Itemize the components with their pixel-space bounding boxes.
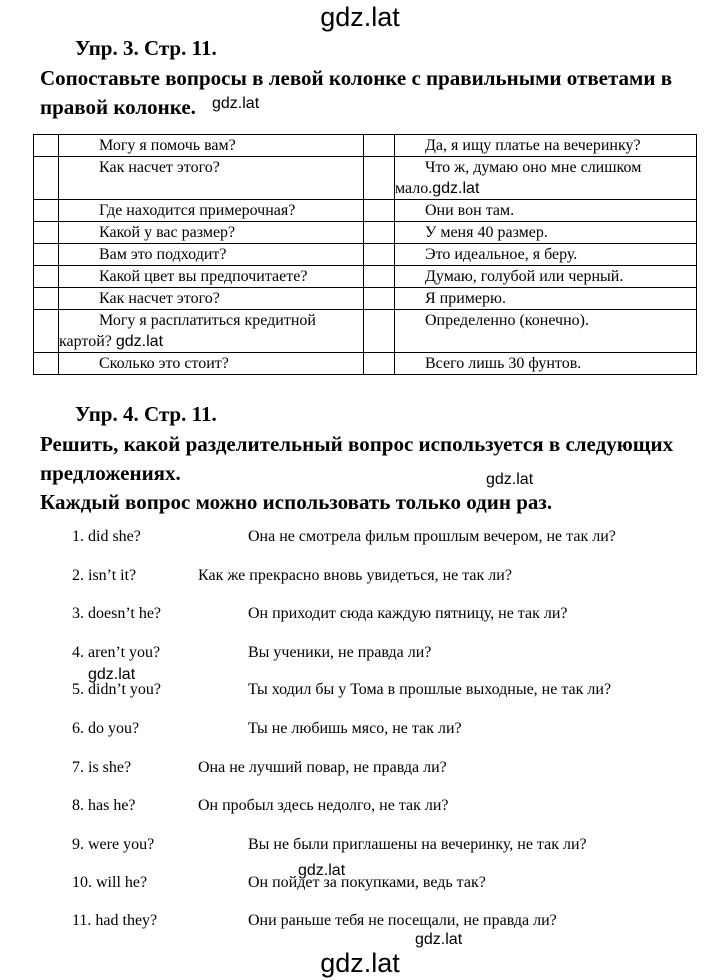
answer-cell: Да, я ищу платье на вечеринку?: [395, 135, 697, 157]
table-row: [34, 266, 697, 288]
sentence-translation: Он приходит сюда каждую пятницу, не так ли?: [248, 605, 568, 622]
answer-cell: Определенно (конечно).: [395, 310, 697, 353]
answer-cell: Всего лишь 30 фунтов.: [395, 353, 697, 375]
sentence-translation: Он пробыл здесь недолго, не так ли?: [198, 797, 449, 814]
matching-table: [33, 134, 697, 375]
tag-question: 7. is she?: [72, 759, 132, 776]
sentence-translation: Ты не любишь мясо, не так ли?: [248, 720, 462, 737]
sentence-translation: Ты ходил бы у Тома в прошлые выходные, не так ли?: [248, 681, 612, 698]
sentence-translation: Как же прекрасно вновь увидеться, не так ли?: [198, 567, 512, 584]
table-row: [34, 310, 697, 353]
question-cell: Как насчет этого?: [59, 288, 364, 310]
table-row: [34, 244, 697, 266]
instruction-line: Решить, какой разделительный вопрос используется в следующих: [40, 432, 674, 456]
answer-cell: Они вон там.: [395, 200, 697, 222]
instruction-line: правой колонке.: [40, 95, 196, 119]
watermark: gdz.lat: [88, 666, 136, 683]
watermark: gdz.lat: [212, 95, 260, 112]
table-row: [34, 353, 697, 375]
tag-question: 10. will he?: [72, 874, 148, 891]
exercise-4-heading: Упр. 4. Стр. 11.: [75, 402, 217, 426]
watermark-top: gdz.lat: [320, 2, 400, 32]
tag-question: 11. had they?: [72, 912, 158, 929]
sentence-translation: Он пойдет за покупками, ведь так?: [248, 874, 486, 891]
table-row: [34, 288, 697, 310]
tag-question: 5. didn’t you?: [72, 681, 162, 698]
watermark-bottom: gdz.lat: [320, 948, 400, 978]
tag-question: 9. were you?: [72, 836, 155, 853]
tag-question: 6. do you?: [72, 720, 140, 737]
tag-question: 4. aren’t you?: [72, 644, 161, 661]
sentence-translation: Вы не были приглашены на вечеринку, не так ли?: [248, 836, 587, 853]
tag-question: 1. did she?: [72, 528, 141, 545]
sentence-translation: Они раньше тебя не посещали, не правда ли?: [248, 912, 557, 929]
question-cell: Где находится примерочная?: [59, 200, 364, 222]
answer-cell: [395, 157, 697, 200]
answer-cell: Думаю, голубой или черный.: [395, 266, 697, 288]
question-cell: Сколько это стоит?: [59, 353, 364, 375]
instruction-line: Сопоставьте вопросы в левой колонке с правильными ответами в: [40, 66, 673, 90]
answer-text: Что ж, думаю оно мне слишком: [425, 159, 642, 176]
question-cell: [59, 310, 364, 353]
table-row: [34, 135, 697, 157]
question-cell: Какой цвет вы предпочитаете?: [59, 266, 364, 288]
sentence-translation: Вы ученики, не правда ли?: [248, 644, 432, 661]
exercise-4-instruction: [40, 430, 690, 517]
question-cell: Какой у вас размер?: [59, 222, 364, 244]
answer-cell: Я примерю.: [395, 288, 697, 310]
exercise-3-heading: Упр. 3. Стр. 11.: [75, 36, 217, 60]
question-cell: Могу я помочь вам?: [59, 135, 364, 157]
watermark: gdz.lat: [298, 862, 346, 879]
question-text: Могу я расплатиться кредитной: [99, 312, 316, 329]
watermark: gdz.lat: [486, 471, 534, 488]
table-row: [34, 222, 697, 244]
question-cell: Вам это подходит?: [59, 244, 364, 266]
tag-question: 8. has he?: [72, 797, 136, 814]
question-text-continued: картой? gdz.lat: [59, 333, 164, 350]
answer-cell: Это идеальное, я беру.: [395, 244, 697, 266]
sentence-translation: Она не смотрела фильм прошлым вечером, не так ли?: [248, 528, 616, 545]
table-row: [34, 157, 697, 200]
question-cell: Как насчет этого?: [59, 157, 364, 200]
tag-question: 2. isn’t it?: [72, 567, 137, 584]
exercise-3-instruction: [40, 64, 690, 122]
instruction-line: предложениях.: [40, 461, 181, 485]
answer-cell: У меня 40 размер.: [395, 222, 697, 244]
tag-question: 3. doesn’t he?: [72, 605, 162, 622]
table-row: [34, 200, 697, 222]
sentence-translation: Она не лучший повар, не правда ли?: [198, 759, 447, 776]
instruction-line: Каждый вопрос можно использовать только один раз.: [40, 490, 553, 514]
answer-text-continued: мало.gdz.lat: [395, 180, 480, 197]
watermark: gdz.lat: [415, 931, 463, 948]
watermark: gdz.lat: [115, 333, 164, 350]
watermark: gdz.lat: [432, 180, 480, 197]
